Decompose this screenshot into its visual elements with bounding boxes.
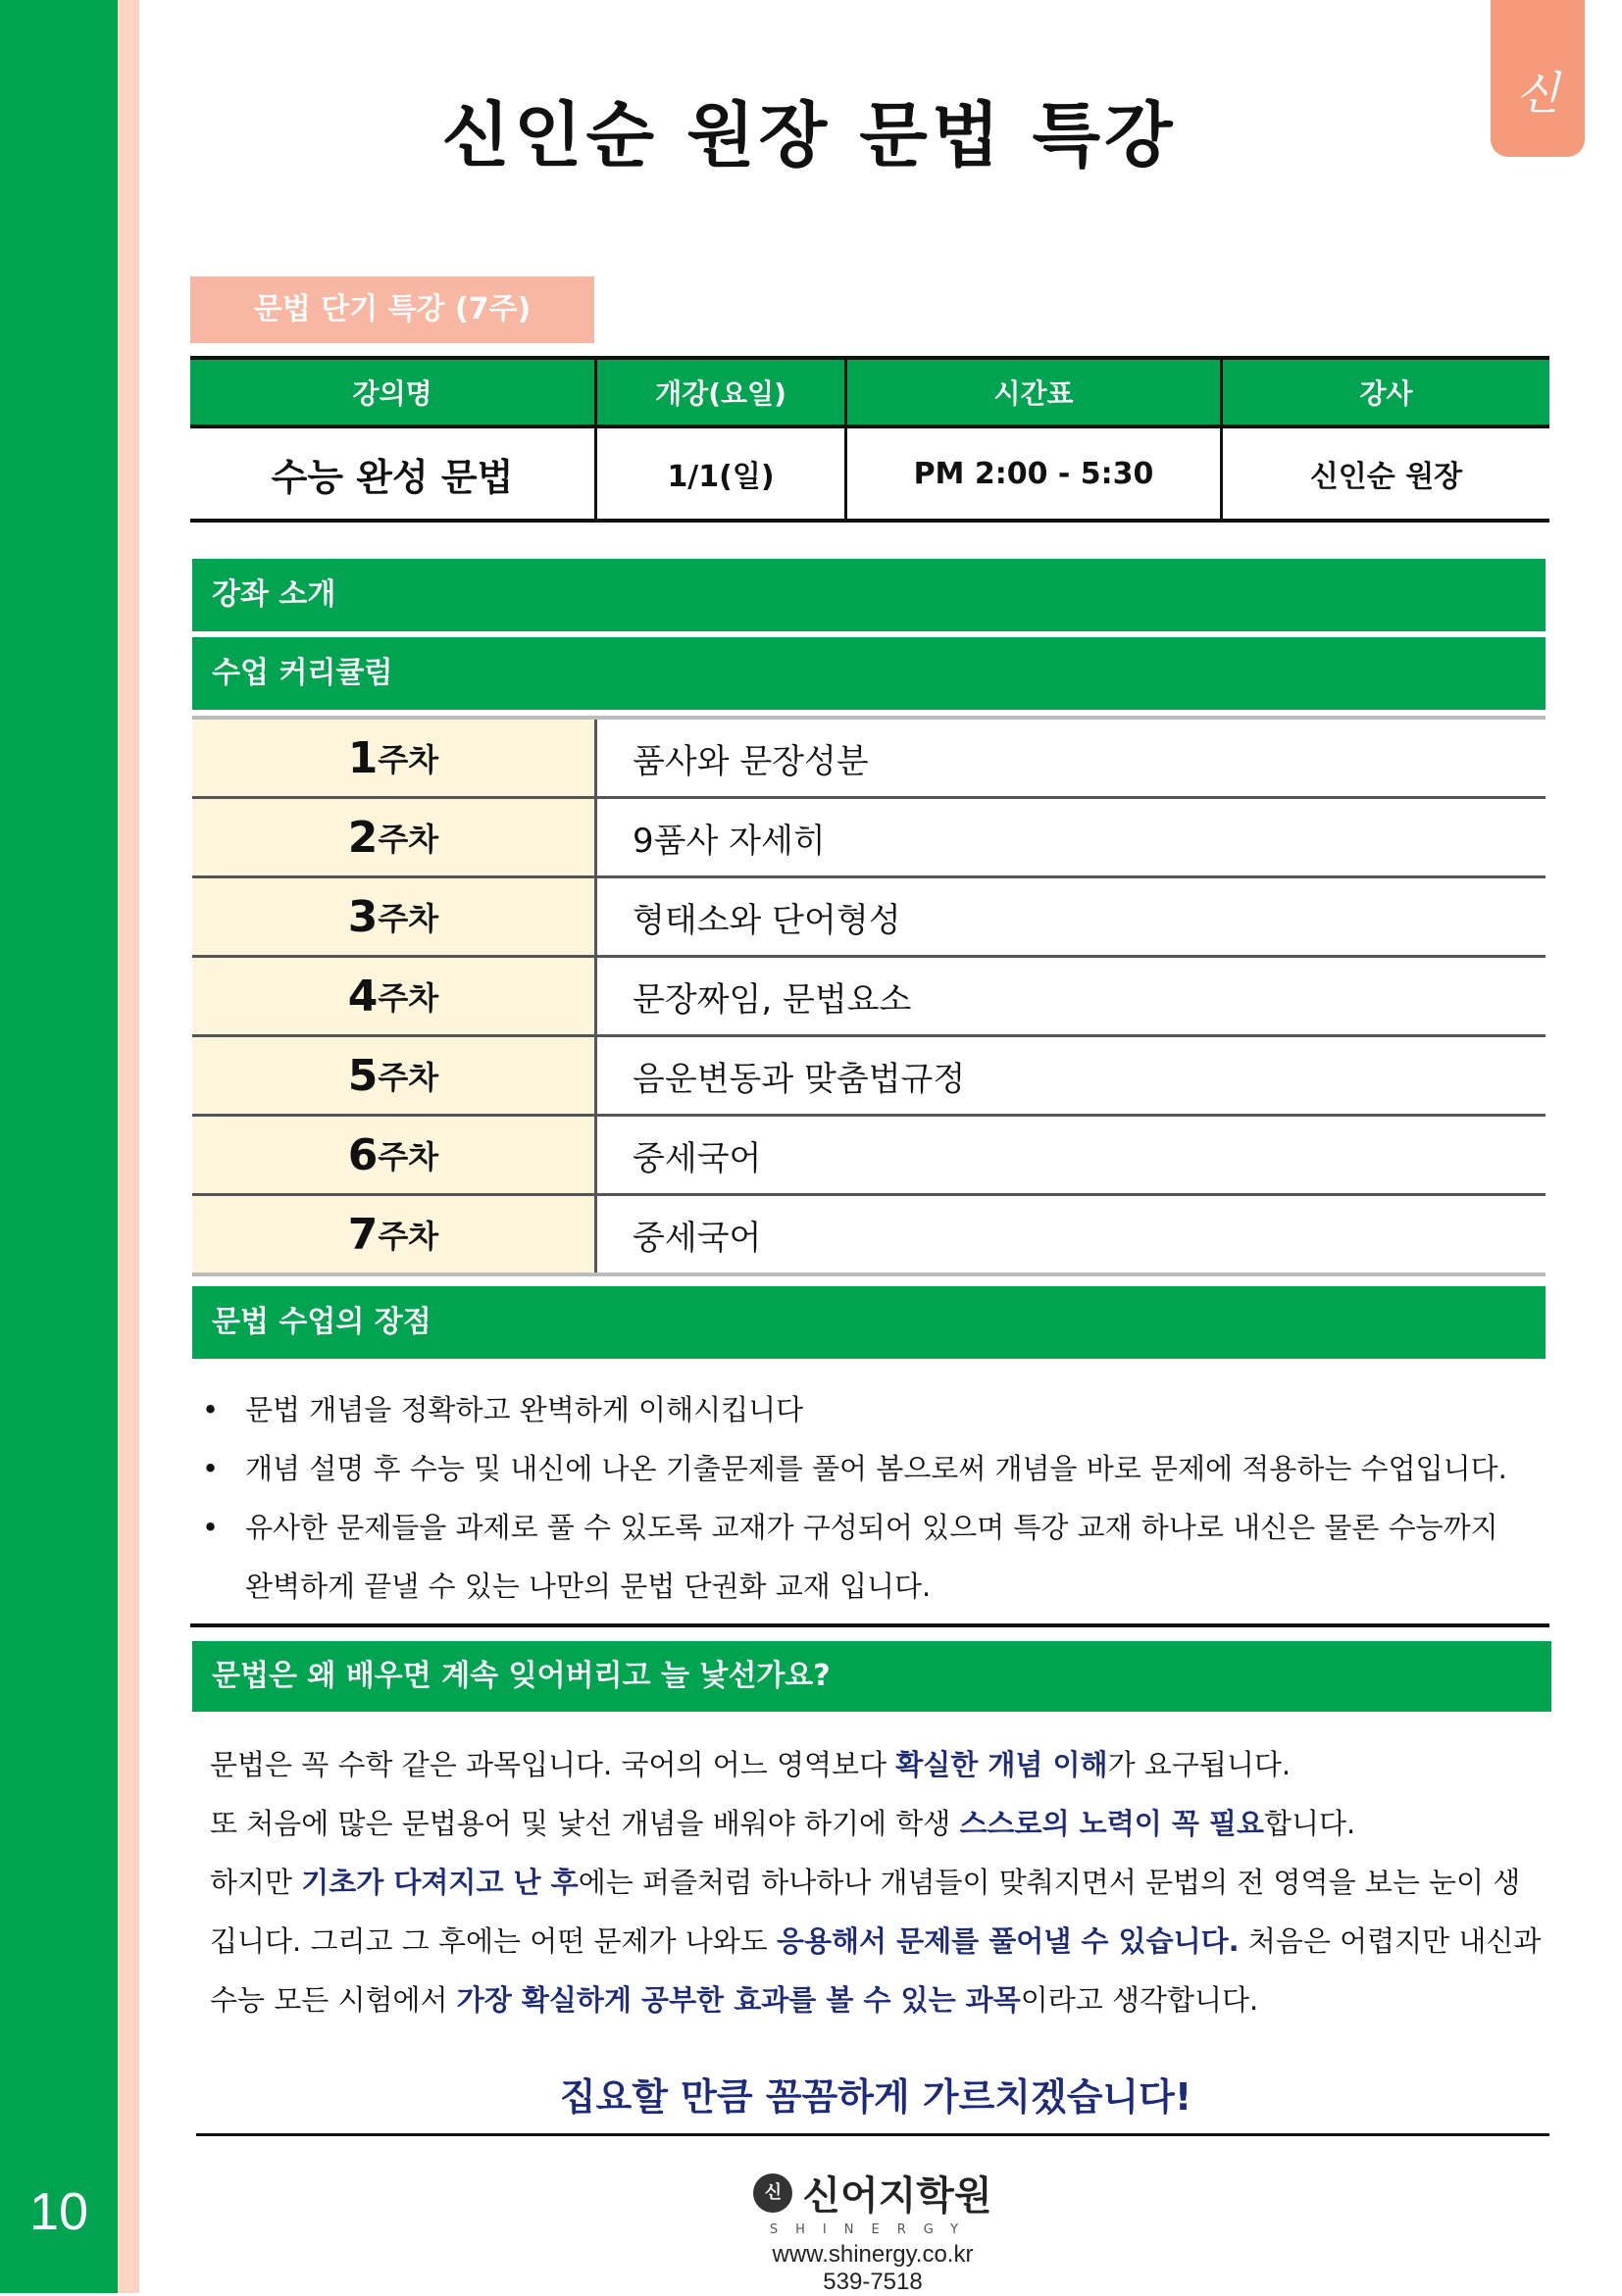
highlight-text: 스스로의 노력이 꼭 필요 xyxy=(959,1807,1264,1840)
highlight-text: 확실한 개념 이해 xyxy=(895,1748,1108,1781)
week-unit: 주차 xyxy=(378,741,439,778)
strengths-bar: 문법 수업의 장점 xyxy=(192,1286,1546,1359)
curriculum-row xyxy=(192,1117,1546,1196)
question-bar: 문법은 왜 배우면 계속 잊어버리고 늘 낯선가요? xyxy=(192,1641,1551,1712)
closing-message: 집요할 만큼 꼼꼼하게 가르치겠습니다! xyxy=(559,2075,1192,2119)
explanation-paragraph xyxy=(210,1735,1549,2029)
week-number: 1 xyxy=(347,732,379,783)
week-cell xyxy=(192,1196,597,1273)
page-title: 신인순 원장 문법 특강 xyxy=(441,94,1177,176)
week-number: 3 xyxy=(347,891,379,942)
brand-name: 신어지학원 xyxy=(802,2173,992,2219)
text-run: 또 처음에 많은 문법용어 및 낯선 개념을 배워야 하기에 학생 xyxy=(210,1807,960,1840)
footer-brand xyxy=(726,2165,1020,2221)
bullet-icon: • xyxy=(202,1511,220,1544)
curriculum-row xyxy=(192,716,1546,799)
week-topic: 중세국어 xyxy=(633,1138,762,1178)
week-cell xyxy=(192,1117,597,1193)
phone-number: 539-7518 xyxy=(823,2269,923,2295)
list-item-text: 유사한 문제들을 과제로 풀 수 있도록 교재가 구성되어 있으며 특강 교재 하나로 내신은 물론 수능까지 xyxy=(245,1511,1498,1544)
highlight-text: 기초가 다져지고 난 후 xyxy=(301,1866,579,1899)
footer-logo xyxy=(726,2165,1020,2296)
website-url: www.shinergy.co.kr xyxy=(772,2241,974,2268)
strengths-list xyxy=(202,1380,1555,1616)
curriculum-row xyxy=(192,1037,1546,1117)
week-cell xyxy=(192,958,597,1034)
text-run: 하지만 xyxy=(210,1866,302,1899)
text-run: 깁니다. 그리고 그 후에는 어떤 문제가 나와도 xyxy=(210,1924,777,1958)
section-tag: 문법 단기 특강 (7주) xyxy=(190,276,594,343)
week-unit: 주차 xyxy=(378,979,439,1017)
header-course-name: 강의명 xyxy=(190,358,596,426)
curriculum-row xyxy=(192,958,1546,1037)
week-unit: 주차 xyxy=(378,1138,439,1175)
curriculum-row xyxy=(192,878,1546,958)
text-run: 가 요구됩니다. xyxy=(1107,1748,1292,1781)
header-schedule: 시간표 xyxy=(846,358,1222,426)
list-item xyxy=(202,1380,1555,1439)
week-topic: 형태소와 단어형성 xyxy=(633,900,901,940)
brand-logo-tab: 신 xyxy=(1491,0,1585,157)
schedule-time: PM 2:00 - 5:30 xyxy=(846,426,1222,521)
divider xyxy=(190,1623,1549,1627)
course-name: 수능 완성 문법 xyxy=(190,426,596,521)
week-unit: 주차 xyxy=(378,821,439,858)
text-run: 처음은 어렵지만 내신과 xyxy=(1239,1924,1542,1958)
list-item-text: 완벽하게 끝낼 수 있는 나만의 문법 단권화 교재 입니다. xyxy=(245,1570,932,1603)
week-topic: 9품사 자세히 xyxy=(633,821,826,861)
instructor-name: 신인순 원장 xyxy=(1222,426,1550,521)
table-row xyxy=(190,426,1549,521)
brand-mark-icon: 신 xyxy=(753,2173,792,2213)
curriculum-table xyxy=(192,716,1546,1276)
week-number: 4 xyxy=(347,971,379,1022)
curriculum-bar: 수업 커리큘럼 xyxy=(192,637,1546,710)
list-item xyxy=(202,1498,1555,1616)
curriculum-row xyxy=(192,799,1546,878)
week-cell xyxy=(192,878,597,955)
week-topic: 중세국어 xyxy=(633,1218,762,1258)
week-topic: 음운변동과 맞춤법규정 xyxy=(633,1059,966,1099)
text-run: 합니다. xyxy=(1263,1807,1356,1840)
week-number: 2 xyxy=(347,812,379,863)
week-unit: 주차 xyxy=(378,900,439,937)
week-number: 5 xyxy=(347,1050,379,1101)
week-cell xyxy=(192,720,597,796)
list-item-text: 개념 설명 후 수능 및 내신에 나온 기출문제를 풀어 봄으로써 개념을 바로 문제에 적용하는 수업입니다. xyxy=(245,1452,1507,1485)
week-topic: 문장짜임, 문법요소 xyxy=(633,979,912,1020)
highlight-text: 응용해서 문제를 풀어낼 수 있습니다. xyxy=(777,1924,1240,1958)
highlight-text: 가장 확실하게 공부한 효과를 볼 수 있는 과목 xyxy=(456,1983,1021,2017)
week-number: 7 xyxy=(347,1209,379,1260)
bullet-icon: • xyxy=(202,1393,220,1426)
text-run: 에는 퍼즐처럼 하나하나 개념들이 맞춰지면서 문법의 전 영역을 보는 눈이 생 xyxy=(578,1866,1521,1899)
text-run: 수능 모든 시험에서 xyxy=(210,1983,457,2017)
week-cell xyxy=(192,799,597,875)
header-start-date: 개강(요일) xyxy=(596,358,846,426)
start-date: 1/1(일) xyxy=(596,426,846,521)
bullet-icon: • xyxy=(202,1452,220,1485)
week-unit: 주차 xyxy=(378,1059,439,1096)
table-header-row xyxy=(190,358,1549,426)
intro-bar: 강좌 소개 xyxy=(192,559,1546,631)
footer-divider xyxy=(196,2133,1549,2136)
course-info-table xyxy=(190,356,1549,523)
list-item xyxy=(202,1439,1555,1498)
curriculum-row xyxy=(192,1196,1546,1276)
list-item-text: 문법 개념을 정확하고 완벽하게 이해시킵니다 xyxy=(245,1393,804,1426)
page-number: 10 xyxy=(28,2182,89,2241)
text-run: 문법은 꼭 수학 같은 과목입니다. 국어의 어느 영역보다 xyxy=(210,1748,896,1781)
header-instructor: 강사 xyxy=(1222,358,1550,426)
brand-name-en: SHINERGY xyxy=(769,2222,977,2237)
week-unit: 주차 xyxy=(378,1218,439,1255)
week-cell xyxy=(192,1037,597,1114)
left-pink-stripe xyxy=(118,0,139,2293)
week-topic: 품사와 문장성분 xyxy=(633,741,869,781)
text-run: 이라고 생각합니다. xyxy=(1020,1983,1259,2017)
left-green-stripe xyxy=(0,0,118,2293)
week-number: 6 xyxy=(347,1129,379,1180)
